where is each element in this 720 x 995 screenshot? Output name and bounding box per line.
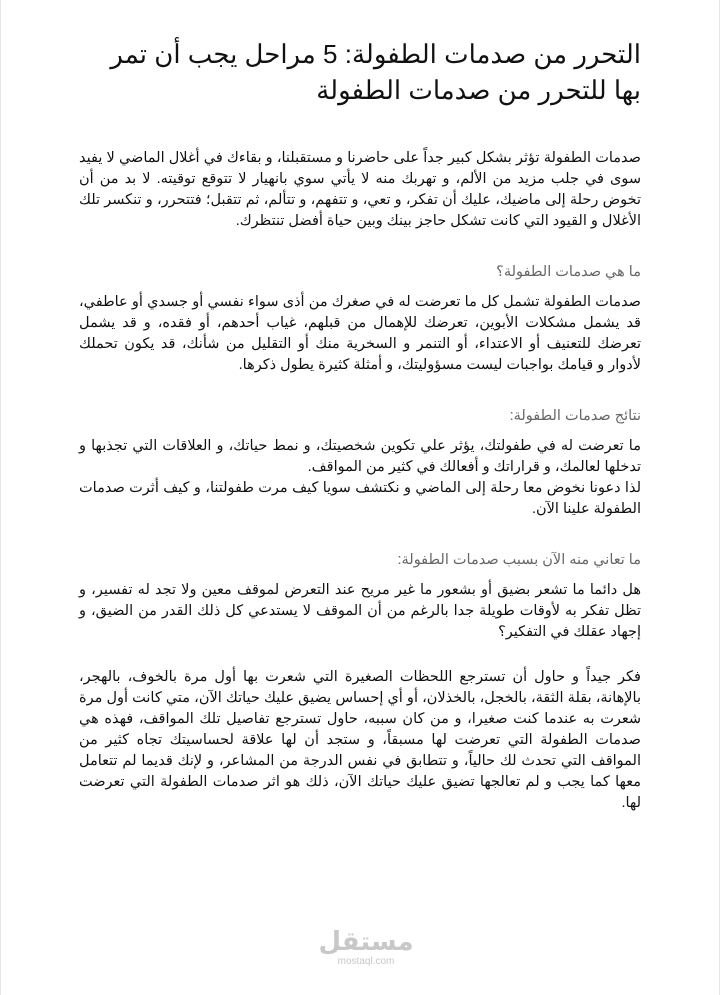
section-paragraph: هل دائما ما تشعر بضيق أو بشعور ما غير مريح عند التعرض لموقف معين ولا تجد له تفسير، و تظل تفكر به لأوقات طويلة جدا بالرغم من أن الموقف لا يستدعي كل ذلك القدر من الضيق، و إجهاد عقلك في التفكير؟ [79, 582, 641, 640]
document-content [79, 36, 641, 814]
section-heading-suffering: ما تعاني منه الآن بسبب صدمات الطفولة: [397, 552, 641, 568]
watermark-domain: mostaql.com [337, 956, 395, 967]
section-paragraph: لذا دعونا نخوض معا رحلة إلى الماضي و نكتشف سويا كيف مرت طفولتنا، و كيف أثرت صدمات الطفولة علينا الآن. [79, 480, 641, 517]
document-title: التحرر من صدمات الطفولة: 5 مراحل يجب أن تمر بها للتحرر من صدمات الطفولة [110, 39, 641, 105]
mostaql-watermark [311, 928, 421, 968]
section-heading-what-is: ما هي صدمات الطفولة؟ [496, 264, 641, 280]
intro-paragraph: صدمات الطفولة تؤثر بشكل كبير جداً على حاضرنا و مستقبلنا، و بقاءك في أغلال الماضي لا يفيد سوى في جلب مزيد من الألم، و تهربك منه لا يأتي سوي بانهيار لا تتوقع توقيته. لا بد من أن تخوض رحلة إلى ماضيك، عليك أن تفكر، و تعي، و تتفهم، و تتألم، ثم تتقبل؛ فتتحرر، و تنكسر تلك الأغلال و القيود التي كانت تشكل حاجز بينك وبين حياة أفضل تنتظرك. [79, 150, 641, 229]
section-paragraph: ما تعرضت له في طفولتك، يؤثر علي تكوين شخصيتك، و نمط حياتك، و العلاقات التي تجذبها و تدخلها لعالمك، و قراراتك و أفعالك في كثير من المواقف. [79, 438, 641, 475]
section-paragraph: صدمات الطفولة تشمل كل ما تعرضت له في صغرك من أذى سواء نفسي أو جسدي أو عاطفي، قد يشمل مشكلات الأبوين، تعرضك للإهمال من قبلهم، غياب أحدهم، أو فقده، و قد يشمل تعرضك للتعنيف أو الاعتداء، أو التنمر و السخرية منك أو التقليل من شأنك، قد يكون تحملك لأدوار و قيامك بواجبات ليست مسؤوليتك، و أمثلة كثيرة يطول ذكرها. [79, 294, 641, 373]
watermark-logo: مستقل [318, 927, 414, 957]
section-paragraph: فكر جيداً و حاول أن تسترجع اللحظات الصغيرة التي شعرت بها أول مرة بالخوف، بالهجر، بالإهانة، بقلة الثقة، بالخجل، بالخذلان، أو أي إحساس يضيق عليك حياتك الآن، متي كانت أول مرة شعرت به عندما كنت صغيرا، و من كان سببه، حاول تسترجع تفاصيل تلك المواقف، فهذه هي صدمات الطفولة التي تعرضت لها مسبقاً، و ستجد أن لها علاقة لحساسيتك تجاه كثير من المواقف التي تحدث لك حالياً، و تتطابق في نفس الدرجة من المشاعر، و لإنك قديما لم تتعامل معها كما يجب و لم تعالجها تضيق عليك حياتك الآن، ذلك هو اثر صدمات الطفولة التي تعرضت لها. [79, 669, 641, 811]
paragraph-gap [79, 643, 641, 667]
section-heading-results: نتائج صدمات الطفولة: [509, 408, 641, 424]
